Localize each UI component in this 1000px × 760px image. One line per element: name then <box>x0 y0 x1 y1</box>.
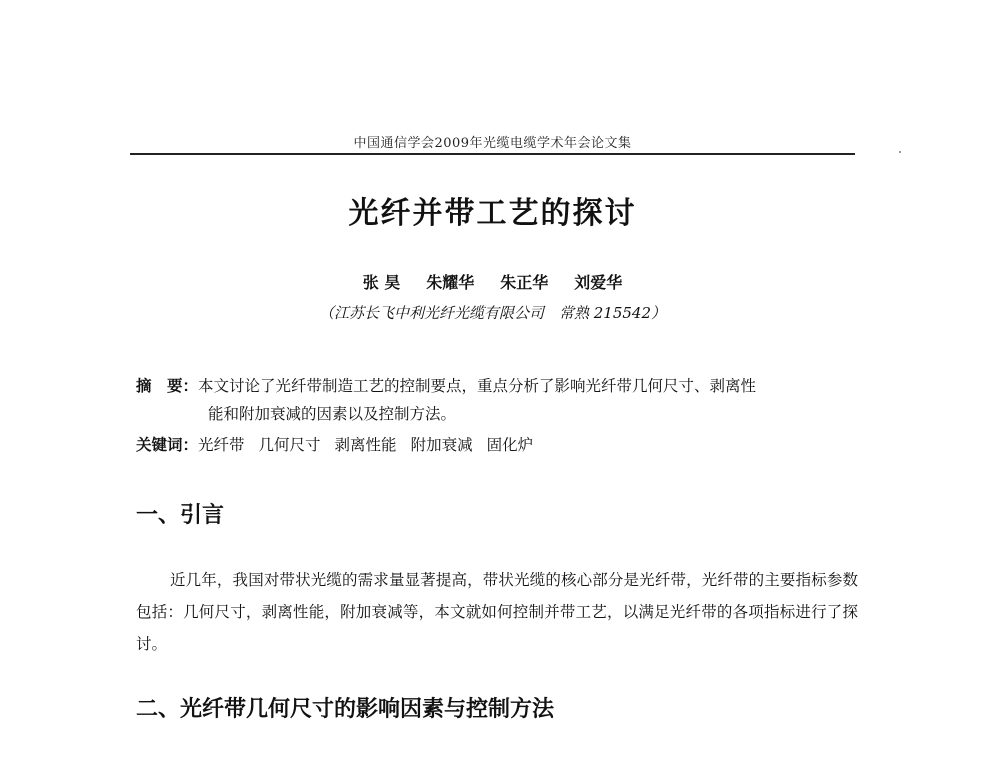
paper-title: 光纤并带工艺的探讨 <box>348 196 637 231</box>
affiliation: （江苏长飞中利光纤光缆有限公司 常熟 215542） <box>318 304 667 322</box>
author-list <box>130 270 855 293</box>
running-header: 中国通信学会2009年光缆电缆学术年会论文集 <box>353 136 632 151</box>
keyword: 光纤带 <box>198 436 245 454</box>
abstract-line <box>136 372 866 400</box>
keyword: 几何尺寸 <box>258 436 321 454</box>
abstract-text: 本文讨论了光纤带制造工艺的控制要点，重点分析了影响光纤带几何尺寸、剥离性 <box>198 377 757 395</box>
abstract <box>136 372 866 428</box>
keywords <box>136 431 866 459</box>
abstract-label: 摘 要： <box>136 377 199 395</box>
section-heading-geometry: 二、光纤带几何尺寸的影响因素与控制方法 <box>136 697 555 722</box>
author-name: 刘爱华 <box>574 273 623 292</box>
scan-speck <box>899 151 901 153</box>
section-heading-introduction: 一、引言 <box>136 503 225 528</box>
keyword: 附加衰减 <box>410 436 473 454</box>
author-name: 朱耀华 <box>426 273 475 292</box>
header-rule <box>130 153 855 155</box>
keyword: 剥离性能 <box>334 436 397 454</box>
author-name: 朱正华 <box>500 273 549 292</box>
keyword: 固化炉 <box>486 436 534 454</box>
introduction-paragraph: 近几年，我国对带状光缆的需求量显著提高，带状光缆的核心部分是光纤带，光纤带的主要指标参数包括：几何尺寸，剥离性能，附加衰减等，本文就如何控制并带工艺，以满足光纤带的各项指标进行了探讨。 <box>136 571 858 653</box>
abstract-line: 能和附加衰减的因素以及控制方法。 <box>208 405 457 423</box>
keywords-label: 关键词： <box>136 436 199 454</box>
author-name: 张 昊 <box>362 273 401 292</box>
